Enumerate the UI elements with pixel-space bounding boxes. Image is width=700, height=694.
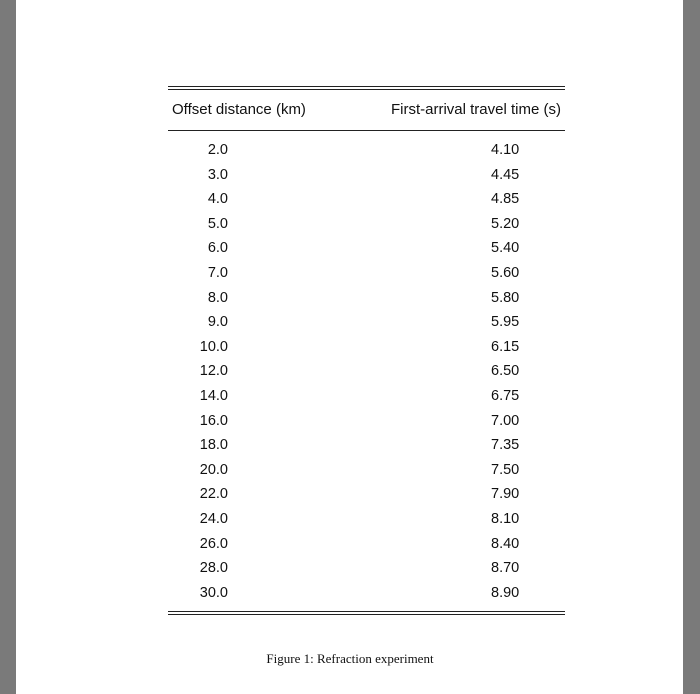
figure-caption: Figure 1: Refraction experiment [266, 651, 434, 666]
table-row [168, 261, 565, 286]
cell-travel-time: 7.50 [491, 461, 520, 478]
cell-travel-time: 6.50 [491, 363, 520, 380]
table-row [168, 163, 565, 188]
cell-offset-distance: 30.0 [199, 584, 228, 601]
table-bottom-rule [168, 611, 565, 615]
table-row [168, 507, 565, 532]
cell-travel-time: 4.10 [491, 142, 520, 158]
cell-travel-time: 5.60 [491, 264, 520, 281]
cell-offset-distance: 6.0 [207, 240, 228, 257]
cell-offset-distance: 16.0 [199, 412, 228, 429]
table-row [168, 532, 565, 557]
table-row [168, 187, 565, 212]
cell-travel-time: 8.10 [491, 510, 520, 527]
cell-offset-distance: 24.0 [199, 510, 228, 527]
cell-travel-time: 7.00 [491, 412, 520, 429]
cell-travel-time: 4.45 [491, 166, 520, 183]
table-row [168, 556, 565, 581]
table-row [168, 581, 565, 606]
data-table [168, 86, 565, 615]
cell-offset-distance: 7.0 [207, 264, 228, 281]
cell-offset-distance: 5.0 [207, 215, 228, 232]
table-row [168, 335, 565, 360]
header-travel-time: First-arrival travel time (s) [390, 101, 561, 118]
table-row [168, 310, 565, 335]
table-row [168, 482, 565, 507]
table-row [168, 236, 565, 261]
cell-travel-time: 4.85 [491, 191, 520, 208]
cell-offset-distance: 2.0 [207, 142, 228, 158]
cell-travel-time: 8.90 [491, 584, 520, 601]
table-row [168, 359, 565, 384]
cell-travel-time: 5.20 [491, 215, 520, 232]
table-row [168, 433, 565, 458]
table-row [168, 458, 565, 483]
cell-offset-distance: 28.0 [199, 560, 228, 577]
cell-offset-distance: 9.0 [207, 314, 228, 331]
table-header-row [168, 90, 565, 130]
cell-travel-time: 8.70 [491, 560, 520, 577]
cell-offset-distance: 3.0 [207, 166, 228, 183]
document-page [16, 0, 683, 694]
cell-offset-distance: 8.0 [207, 289, 228, 306]
cell-travel-time: 7.35 [491, 437, 520, 454]
cell-offset-distance: 22.0 [199, 486, 228, 503]
cell-travel-time: 8.40 [491, 535, 520, 552]
table-row [168, 286, 565, 311]
table-row [168, 212, 565, 237]
table-row [168, 384, 565, 409]
cell-travel-time: 6.75 [491, 387, 520, 404]
cell-travel-time: 5.40 [491, 240, 520, 257]
cell-offset-distance: 10.0 [199, 338, 228, 355]
cell-travel-time: 7.90 [491, 486, 520, 503]
cell-offset-distance: 14.0 [199, 387, 228, 404]
cell-offset-distance: 12.0 [199, 363, 228, 380]
cell-offset-distance: 4.0 [207, 191, 228, 208]
table-row [168, 138, 565, 163]
cell-offset-distance: 20.0 [199, 461, 228, 478]
cell-travel-time: 6.15 [491, 338, 520, 355]
cell-travel-time: 5.95 [491, 314, 520, 331]
table-row [168, 409, 565, 434]
cell-travel-time: 5.80 [491, 289, 520, 306]
header-offset-distance: Offset distance (km) [172, 101, 306, 118]
table-body [168, 131, 565, 611]
cell-offset-distance: 18.0 [199, 437, 228, 454]
cell-offset-distance: 26.0 [199, 535, 228, 552]
